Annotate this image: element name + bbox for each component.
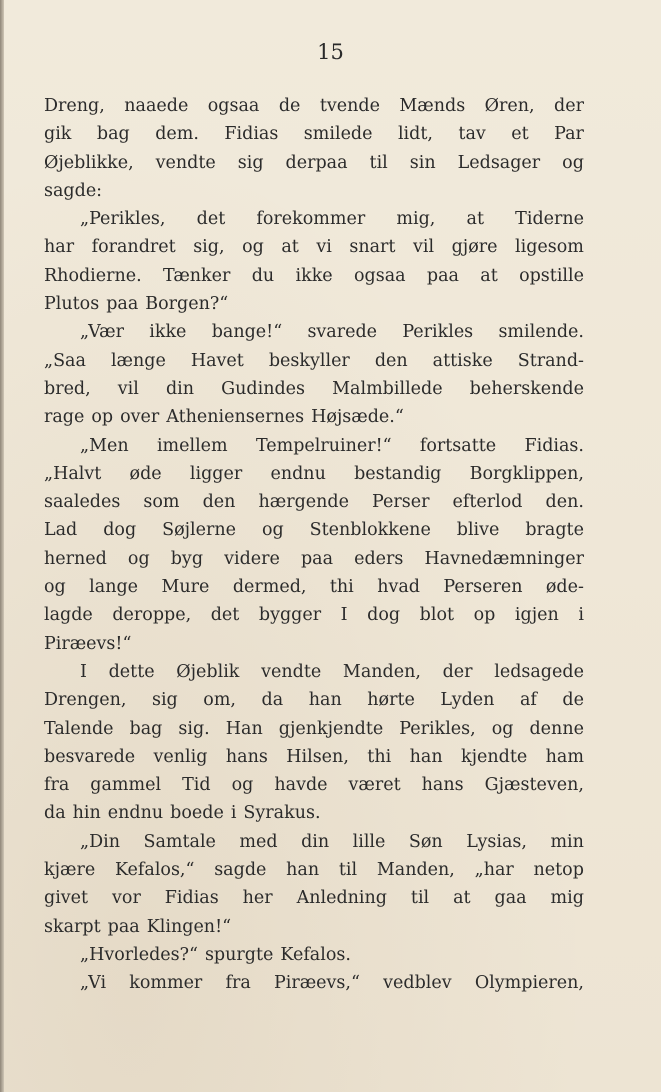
text-line: rage op over Atheniensernes Højsæde.“ xyxy=(44,407,404,428)
text-line: fra gammel Tid og havde været hans Gjæsteven, xyxy=(44,775,584,796)
text-line: besvarede venlig hans Hilsen, thi han kjendte ham xyxy=(44,746,584,767)
text-line: „Din Samtale med din lille Søn Lysias, min xyxy=(80,831,584,852)
text-line: skarpt paa Klingen!“ xyxy=(44,916,232,937)
text-line: Plutos paa Borgen?“ xyxy=(44,294,229,315)
text-line: Lad dog Søjlerne og Stenblokkene blive bragte xyxy=(44,520,584,541)
text-line: „Halvt øde ligger endnu bestandig Borgklippen, xyxy=(44,463,584,484)
text-line: givet vor Fidias her Anledning til at gaa mig xyxy=(44,888,584,909)
text-line: „Hvorledes?“ spurgte Kefalos. xyxy=(80,944,351,965)
page-number: 15 xyxy=(317,40,344,64)
body-text xyxy=(44,92,584,998)
text-line: gik bag dem. Fidias smilede lidt, tav et Par xyxy=(44,124,584,145)
text-line: Piræevs!“ xyxy=(44,633,132,654)
page-binding-edge xyxy=(0,0,4,1092)
text-line: kjære Kefalos,“ sagde han til Manden, „har netop xyxy=(44,860,584,881)
text-line: herned og byg videre paa eders Havnedæmninger xyxy=(44,548,584,569)
text-line: Øjeblikke, vendte sig derpaa til sin Ledsager og xyxy=(44,152,584,173)
text-line: sagde: xyxy=(44,180,103,201)
text-line: Dreng, naaede ogsaa de tvende Mænds Øren, der xyxy=(44,96,584,116)
text-line: Talende bag sig. Han gjenkjendte Perikles, og denne xyxy=(44,718,584,739)
text-line: da hin endnu boede i Syrakus. xyxy=(44,803,321,824)
text-line: Drengen, sig om, da han hørte Lyden af de xyxy=(44,690,584,711)
text-line: saaledes som den hærgende Perser efterlod den. xyxy=(44,492,584,513)
text-line: I dette Øjeblik vendte Manden, der ledsagede xyxy=(80,661,584,682)
text-line: lagde deroppe, det bygger I dog blot op igjen i xyxy=(44,605,584,626)
text-line: „Perikles, det forekommer mig, at Tiderne xyxy=(80,209,584,230)
text-line: Rhodierne. Tænker du ikke ogsaa paa at opstille xyxy=(44,265,584,286)
text-line: har forandret sig, og at vi snart vil gjøre ligesom xyxy=(44,237,584,258)
text-line: „Saa længe Havet beskyller den attiske Strand- xyxy=(44,350,584,371)
text-line: bred, vil din Gudindes Malmbillede beherskende xyxy=(44,378,584,399)
text-line: „Vær ikke bange!“ svarede Perikles smilende. xyxy=(80,322,584,343)
text-line: „Men imellem Tempelruiner!“ fortsatte Fidias. xyxy=(80,435,584,456)
text-line: „Vi kommer fra Piræevs,“ vedblev Olympieren, xyxy=(80,973,584,994)
text-line: og lange Mure dermed, thi hvad Perseren øde- xyxy=(44,577,584,598)
